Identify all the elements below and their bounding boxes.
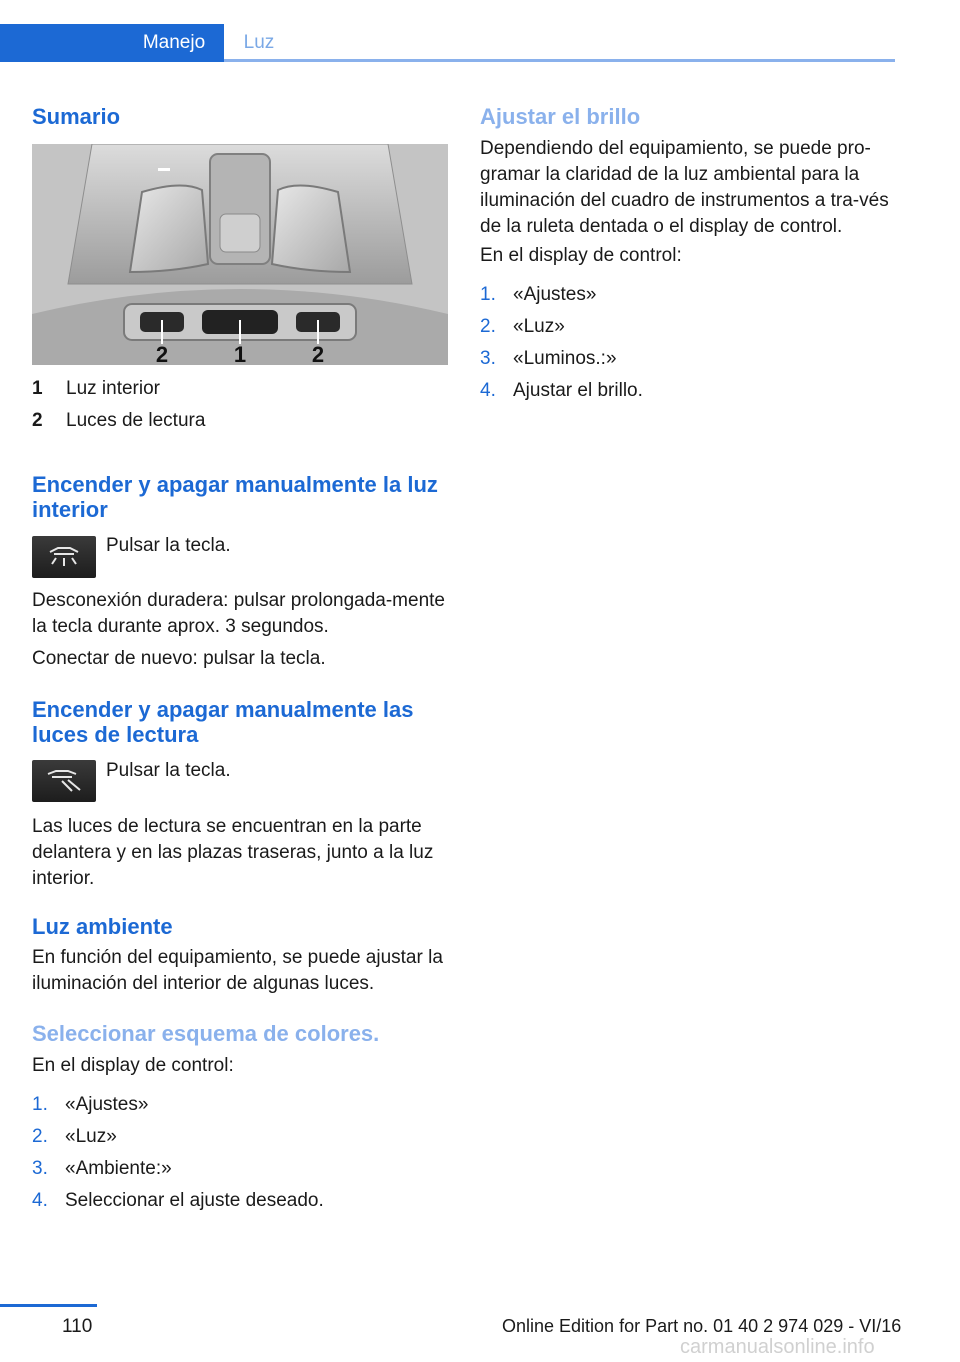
header-rule (224, 59, 895, 62)
tab-manejo[interactable]: Manejo (124, 24, 224, 62)
color-scheme-steps (32, 1092, 452, 1220)
section-interior-light-title: Encender y apagar manualmente la luz interior (32, 472, 438, 522)
list-item (32, 1156, 452, 1188)
step-number: 2. (32, 1126, 48, 1147)
header-accent (0, 24, 124, 62)
list-item (32, 1092, 452, 1124)
list-item (480, 378, 895, 410)
footer-rule (0, 1304, 97, 1307)
sumario-title: Sumario (32, 104, 121, 129)
header-bar (0, 24, 895, 62)
legend-number: 2 (32, 410, 43, 431)
list-item (480, 346, 895, 378)
brightness-intro: En el display de control: (480, 245, 682, 266)
step-text: «Luminos.:» (513, 348, 617, 369)
reading-light-icon (32, 760, 96, 802)
section-color-scheme-intro: En el display de control: (32, 1055, 234, 1076)
step-text: Seleccionar el ajuste deseado. (65, 1190, 324, 1211)
overhead-console-photo (32, 144, 448, 365)
overhead-console-illustration (32, 144, 448, 365)
watermark: carmanualsonline.info (680, 1336, 875, 1358)
brightness-p1: Dependiendo del equipamiento, se puede pro‐gramar la claridad de la luz ambiental para la iluminación del cuadro de instrumentos a tra‐vés de la ruleta dentada o el display de control. (480, 138, 889, 237)
section-ambient-p1: En función del equipamiento, se puede ajustar la iluminación del interior de algunas luces. (32, 947, 443, 994)
section-reading-press: Pulsar la tecla. (106, 760, 231, 781)
callout-1: 1 (233, 342, 247, 365)
legend-number: 1 (32, 378, 43, 399)
step-number: 4. (32, 1190, 48, 1211)
step-number: 3. (32, 1158, 48, 1179)
section-interior-press: Pulsar la tecla. (106, 535, 231, 556)
section-reading-lights-title: Encender y apagar manualmente las luces de lectura (32, 697, 414, 747)
tab-luz[interactable]: Luz (243, 32, 275, 53)
list-item (32, 1124, 452, 1156)
step-text: «Luz» (513, 316, 565, 337)
section-interior-p1: Desconexión duradera: pulsar prolongada‐mente la tecla durante aprox. 3 segundos. (32, 590, 445, 637)
section-ambient-title: Luz ambiente (32, 914, 173, 939)
step-number: 1. (32, 1094, 48, 1115)
page-number: 110 (62, 1316, 93, 1337)
step-text: «Ambiente:» (65, 1158, 172, 1179)
section-reading-p1: Las luces de lectura se encuentran en la parte delantera y en las plazas traseras, junto a la luz interior. (32, 816, 434, 889)
step-number: 2. (480, 316, 496, 337)
callout-2-right: 2 (311, 342, 325, 365)
step-text: «Ajustes» (513, 284, 597, 305)
list-item (480, 314, 895, 346)
legend-text: Luces de lectura (66, 410, 206, 431)
step-number: 4. (480, 380, 496, 401)
step-number: 1. (480, 284, 496, 305)
list-item (32, 1188, 452, 1220)
step-text: Ajustar el brillo. (513, 380, 643, 401)
online-edition-text: Online Edition for Part no. 01 40 2 974 029 - VI/16 (502, 1316, 902, 1336)
brightness-steps (480, 282, 895, 410)
list-item (480, 282, 895, 314)
section-interior-p2: Conectar de nuevo: pulsar la tecla. (32, 648, 326, 669)
brightness-title: Ajustar el brillo (480, 104, 641, 129)
step-text: «Luz» (65, 1126, 117, 1147)
legend-text: Luz interior (66, 378, 160, 399)
interior-light-icon (32, 536, 96, 578)
section-color-scheme-title: Seleccionar esquema de colores. (32, 1021, 380, 1046)
callout-2-left: 2 (155, 342, 169, 365)
step-number: 3. (480, 348, 496, 369)
step-text: «Ajustes» (65, 1094, 149, 1115)
